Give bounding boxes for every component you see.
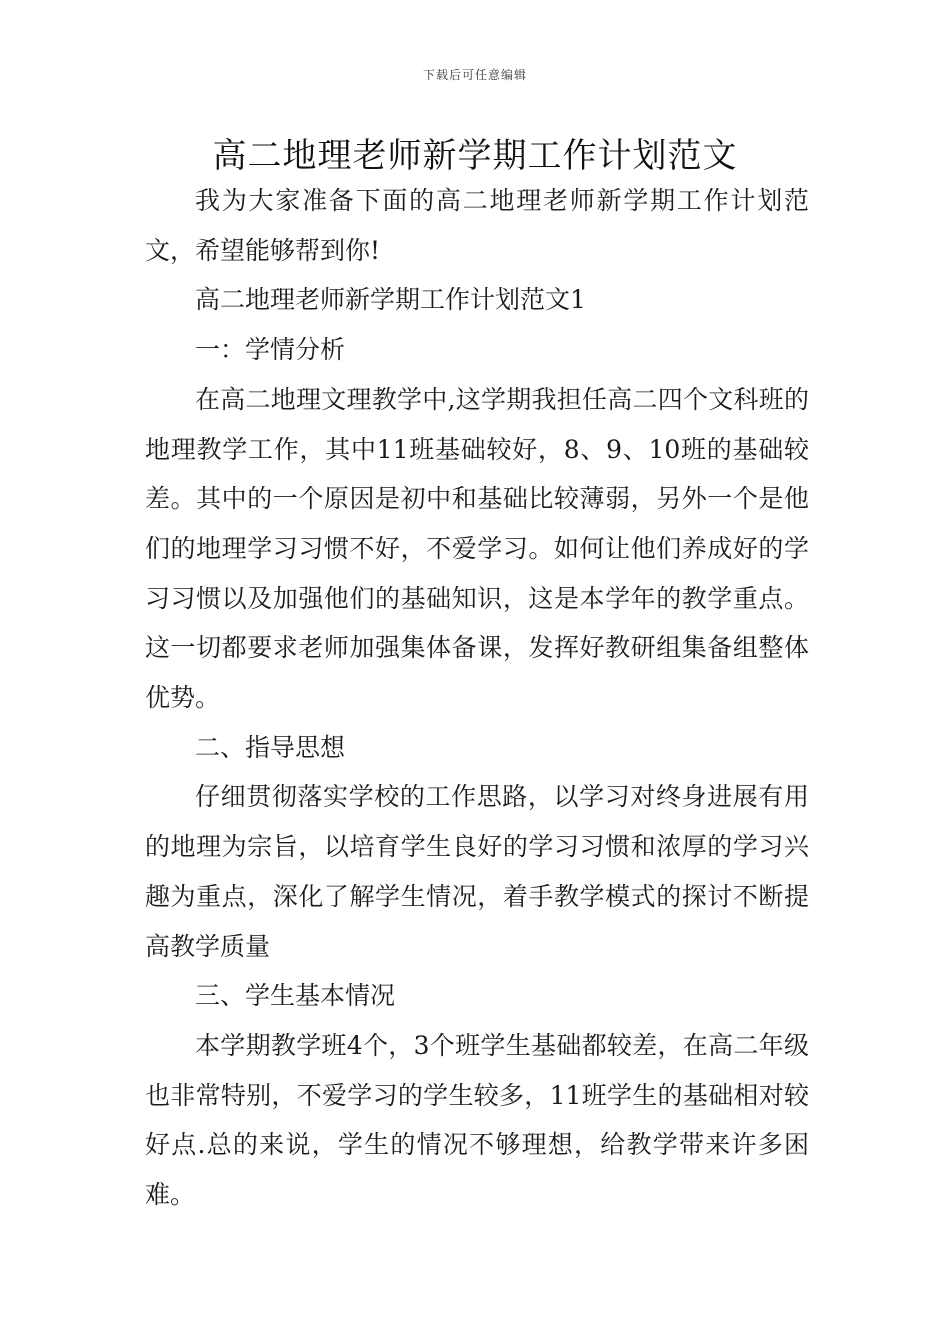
section-heading-1: 一：学情分析 (195, 335, 346, 365)
section-heading-3: 三、学生基本情况 (195, 981, 396, 1011)
document-body (145, 176, 809, 1220)
paragraph-guiding-thought: 仔细贯彻落实学校的工作思路，以学习对终身进展有用的地理为宗旨，以培育学生良好的学习习惯和浓厚的学习兴趣为重点，深化了解学生情况，着手教学模式的探讨不断提高教学质量 (145, 782, 809, 961)
header-note: 下载后可任意编辑 (422, 68, 527, 82)
intro-paragraph: 我为大家准备下面的高二地理老师新学期工作计划范文，希望能够帮到你! (145, 186, 809, 265)
section-heading-2: 二、指导思想 (195, 732, 346, 762)
section-subtitle: 高二地理老师新学期工作计划范文1 (195, 285, 586, 315)
paragraph-analysis: 在高二地理文理教学中,这学期我担任高二四个文科班的地理教学工作，其中11班基础较好，8、9、10班的基础较差。其中的一个原因是初中和基础比较薄弱，另外一个是他们的地理学习习惯不好，不爱学习。如何让他们养成好的学习习惯以及加强他们的基础知识，这是本学年的教学重点。这一切都要求老师加强集体备课，发挥好教研组集备组整体优势。 (145, 384, 809, 713)
document-title: 高二地理老师新学期工作计划范文 (212, 136, 738, 176)
paragraph-student-situation: 本学期教学班4个，3个班学生基础都较差，在高二年级也非常特别，不爱学习的学生较多，11班学生的基础相对较好点.总的来说，学生的情况不够理想，给教学带来许多困难。 (145, 1030, 809, 1210)
